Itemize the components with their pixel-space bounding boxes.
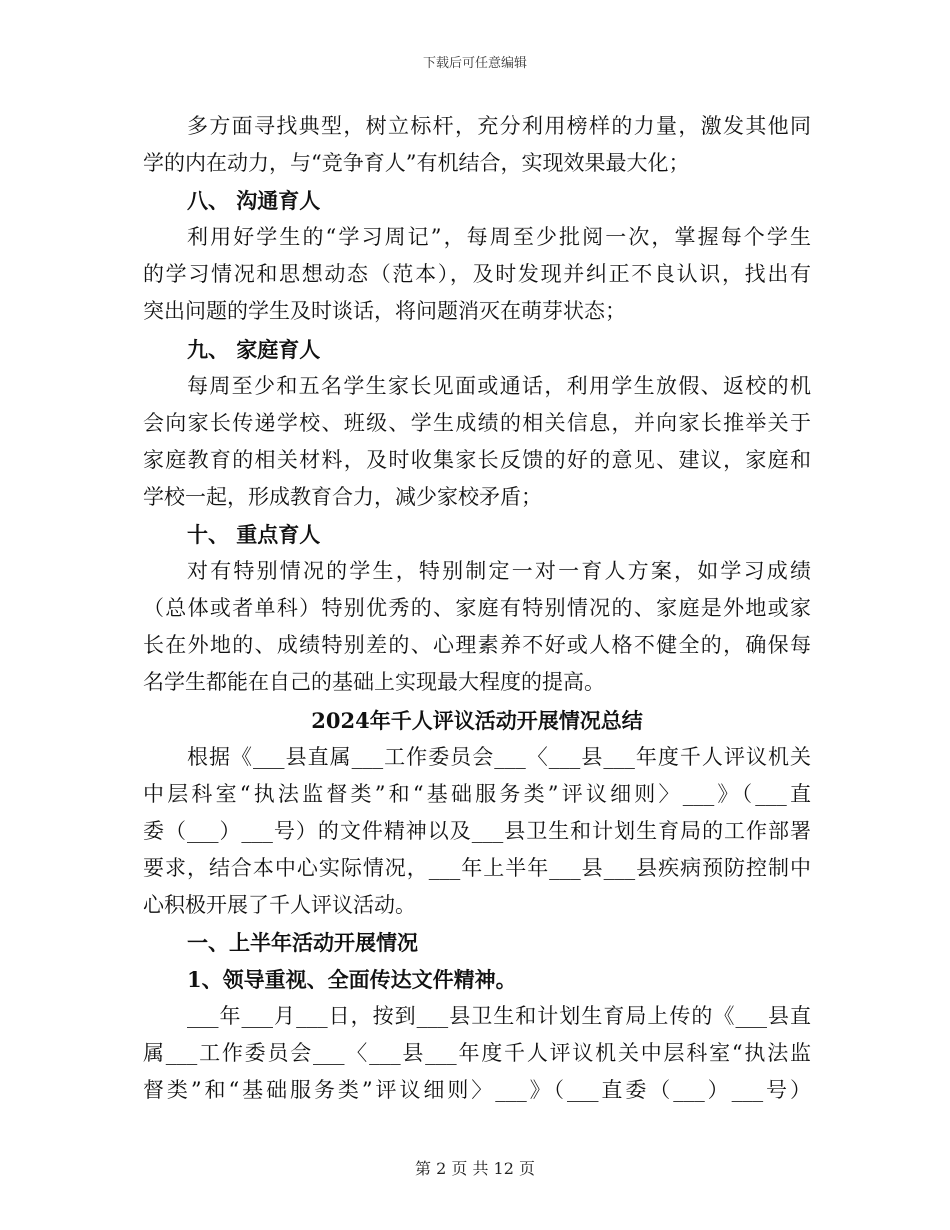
paragraph-line: ___年___月___日，按到___县卫生和计划生育局上传的《___县直 <box>187 1004 811 1029</box>
document-title: 2024年千人评议活动开展情况总结 <box>311 707 643 733</box>
paragraph-line: 心积极开展了千人评议活动。 <box>143 892 416 917</box>
section-heading: 十、 重点育人 <box>187 522 321 548</box>
paragraph-line: 对有特别情况的学生，特别制定一对一育人方案，如学习成绩 <box>187 559 811 584</box>
section-heading: 八、 沟通育人 <box>187 188 321 214</box>
paragraph-line: 学校一起，形成教育合力，减少家校矛盾； <box>143 484 542 509</box>
paragraph-line: 委（___）___号）的文件精神以及___县卫生和计划生育局的工作部署 <box>143 818 811 843</box>
section-heading: 一、上半年活动开展情况 <box>187 930 418 956</box>
paragraph-line: 家庭教育的相关材料，及时收集家长反馈的好的意见、建议，家庭和 <box>143 447 811 472</box>
paragraph-line: 根据《___县直属___工作委员会___〈___县___年度千人评议机关 <box>187 744 811 769</box>
document-body <box>143 108 811 1110</box>
paragraph-line: 会向家长传递学校、班级、学生成绩的相关信息，并向家长推举关于 <box>143 410 811 435</box>
paragraph-line: 的学习情况和思想动态（范本），及时发现并纠正不良认识，找出有 <box>143 262 811 287</box>
paragraph-line: 属___工作委员会___〈___县___年度千人评议机关中层科室“执法监 <box>143 1041 811 1066</box>
paragraph-line: （总体或者单科）特别优秀的、家庭有特别情况的、家庭是外地或家 <box>143 596 811 621</box>
paragraph-line: 每周至少和五名学生家长见面或通话，利用学生放假、返校的机 <box>187 373 811 398</box>
paragraph-line: 中层科室“执法监督类”和“基础服务类”评议细则〉___》（___直 <box>143 781 811 806</box>
paragraph-line: 长在外地的、成绩特别差的、心理素养不好或人格不健全的，确保每 <box>143 633 811 658</box>
page-header: 下载后可任意编辑 <box>422 56 527 71</box>
paragraph-line: 督类”和“基础服务类”评议细则〉___》（___直委（___）___号） <box>143 1078 811 1103</box>
paragraph-line: 学的内在动力，与“竞争育人”有机结合，实现效果最大化； <box>143 151 690 176</box>
paragraph-line: 名学生都能在自己的基础上实现最大程度的提高。 <box>143 670 605 695</box>
section-heading: 1、领导重视、全面传达文件精神。 <box>187 967 517 993</box>
section-heading: 九、 家庭育人 <box>187 336 321 362</box>
paragraph-line: 突出问题的学生及时谈话，将问题消灭在萌芽状态； <box>143 299 626 324</box>
paragraph-line: 利用好学生的“学习周记”，每周至少批阅一次，掌握每个学生 <box>187 225 811 250</box>
paragraph-line: 多方面寻找典型，树立标杆，充分利用榜样的力量，激发其他同 <box>187 114 811 138</box>
page-footer: 第 2 页 共 12 页 <box>415 1159 535 1178</box>
paragraph-line: 要求，结合本中心实际情况，___年上半年___县___县疾病预防控制中 <box>143 855 811 880</box>
